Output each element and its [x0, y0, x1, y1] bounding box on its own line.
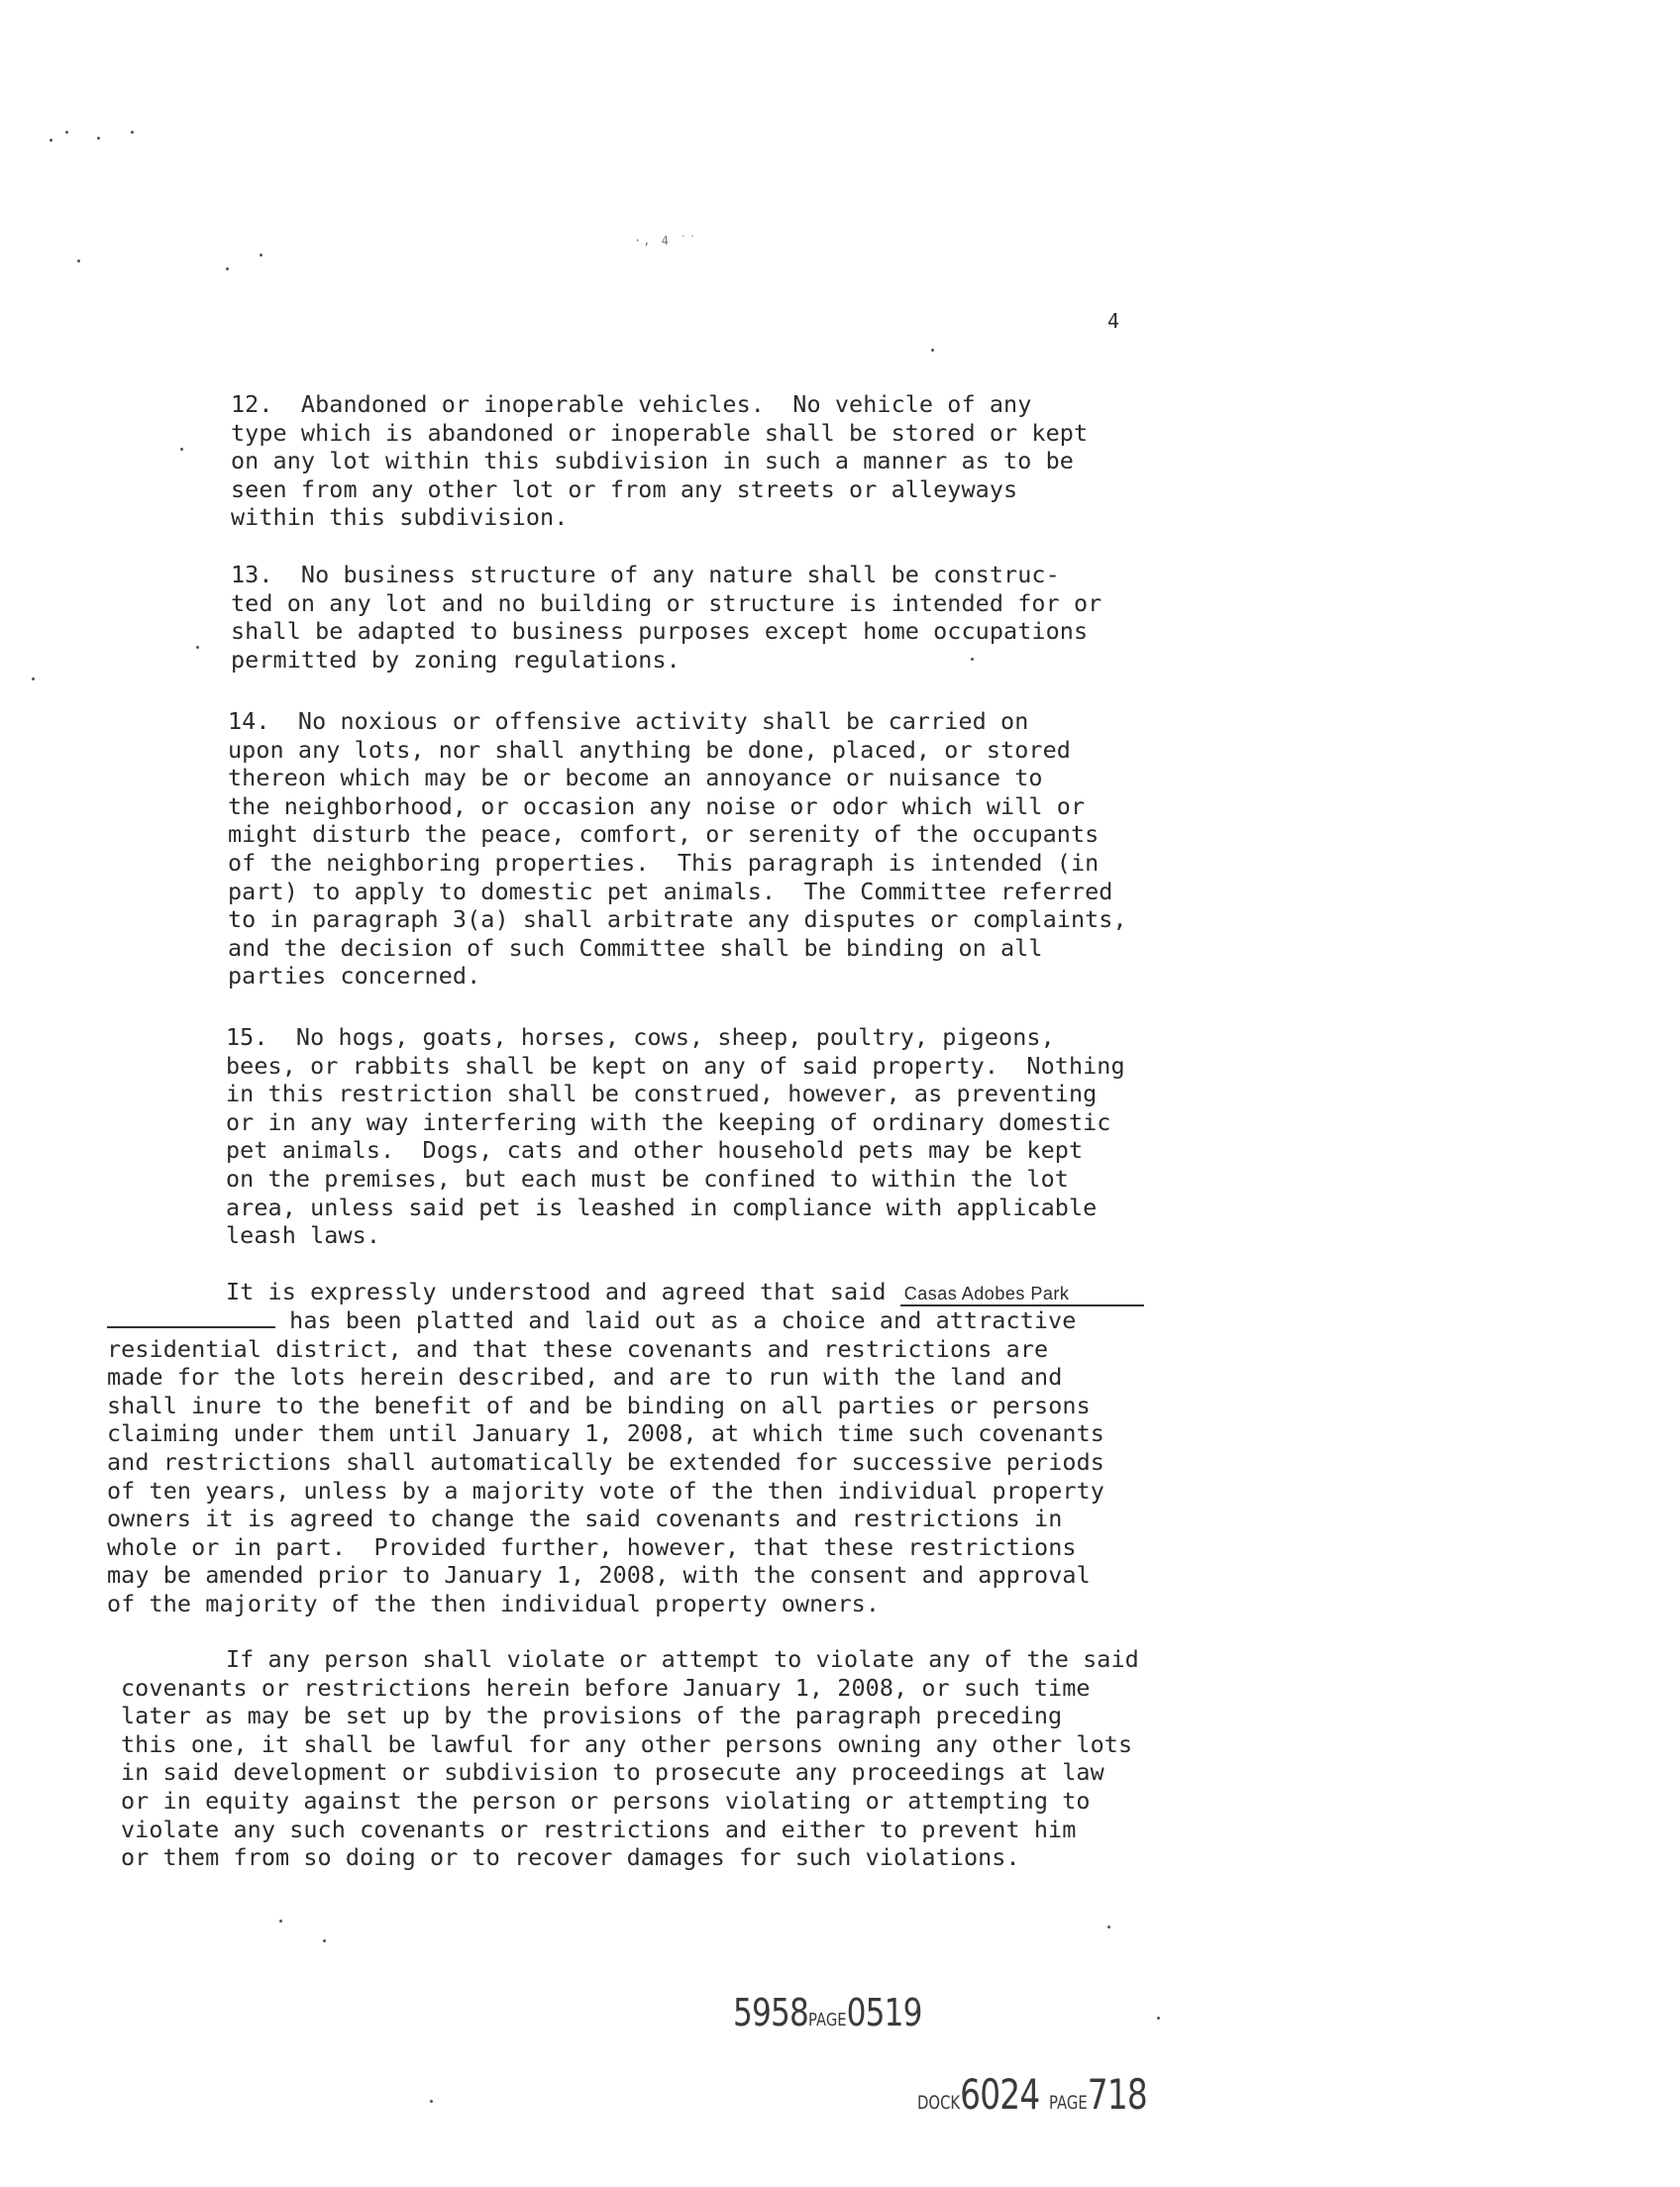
docket-number: 5958	[733, 1991, 809, 2034]
scan-speck	[196, 646, 199, 649]
paragraph-15: 15. No hogs, goats, horses, cows, sheep, poultry, pigeons, bees, or rabbits shall be kept on any of said property. Nothing in this restriction shall be construed, however, as preventing or in any way interfering with the keeping of ordinary domestic pet animals. Dogs, cats and other household pets may be kept on the premises, but each must be confined to within the lot area, unless said pet is leashed in compliance with applicable leash laws.	[226, 1023, 1125, 1250]
scan-speck	[226, 267, 229, 270]
page-stamp-number: 718	[1087, 2070, 1147, 2119]
page-number: 4	[1107, 309, 1120, 333]
recording-stamp-2	[917, 2070, 1147, 2119]
docket-label: DOCK	[917, 2092, 961, 2114]
paragraph-continuation: has been platted and laid out as a choice and attractive	[275, 1306, 1077, 1334]
scan-speck	[323, 1939, 326, 1942]
recording-stamp-1	[733, 1991, 922, 2034]
scan-speck	[65, 131, 68, 134]
page-label: PAGE	[1049, 2092, 1088, 2114]
scan-speck	[1107, 1926, 1110, 1928]
scan-speck	[32, 677, 35, 680]
page-label: PAGE	[808, 2010, 847, 2031]
scan-speck	[77, 260, 80, 262]
paragraph-13: 13. No business structure of any nature shall be construc- ted on any lot and no building or structure is intended for or shall be adapted to business purposes except home occupations permitted by zoning regulations.	[231, 561, 1102, 674]
scan-speck	[1157, 2017, 1160, 2020]
docket-number: 6024	[960, 2070, 1040, 2119]
scan-speck	[260, 254, 262, 257]
scan-speck	[931, 349, 934, 352]
scan-speck	[279, 1920, 282, 1923]
paragraph-12: 12. Abandoned or inoperable vehicles. No vehicle of any type which is abandoned or inoperable shall be stored or kept on any lot within this subdivision in such a manner as to be seen from any other lot or from any streets or alleyways within this subdivision.	[231, 390, 1089, 532]
paragraph-lead-text: It is expressly understood and agreed that said	[226, 1278, 900, 1305]
scan-speck	[430, 2100, 433, 2103]
scan-marks: ·, 4 ˙˙	[634, 234, 698, 248]
blank-fill-line	[107, 1308, 275, 1328]
page-stamp-number: 0519	[846, 1991, 922, 2034]
paragraph-covenant-duration	[107, 1278, 1144, 1618]
scan-speck	[50, 139, 52, 142]
scan-speck	[131, 131, 134, 134]
paragraph-14: 14. No noxious or offensive activity shall be carried on upon any lots, nor shall anything be done, placed, or stored thereon which may be or become an annoyance or nuisance to the neighborhood, or occasion any noise or odor which will or might disturb the peace, comfort, or serenity of the occupants of the neighboring properties. This paragraph is intended (in part) to apply to domestic pet animals. The Committee referred to in paragraph 3(a) shall arbitrate any disputes or complaints, and the decision of such Committee shall be binding on all parties concerned.	[228, 707, 1127, 990]
paragraph-enforcement	[121, 1645, 1139, 1872]
subdivision-name-field: Casas Adobes Park	[900, 1283, 1144, 1306]
paragraph-body: If any person shall violate or attempt to violate any of the said covenants or restrictions herein before January 1, 2008, or such time later as may be set up by the provisions of the paragraph preceding this one, it shall be lawful for any other persons owning any other lots in said development or subdivision to prosecute any proceedings at law or in equity against the person or persons violating or attempting to violate any such covenants or restrictions and either to prevent him or them from so doing or to recover damages for such violations.	[121, 1645, 1139, 1872]
scan-speck	[180, 448, 183, 451]
scan-speck	[97, 137, 100, 140]
paragraph-body: residential district, and that these covenants and restrictions are made for the lots herein described, and are to run with the land and shall inure to the benefit of and be binding on all parties or persons claiming under them until January 1, 2008, at which time such covenants and restrictions shall automatically be extended for successive periods of ten years, unless by a majority vote of the then individual property owners it is agreed to change the said covenants and restrictions in whole or in part. Provided further, however, that these restrictions may be amended prior to January 1, 2008, with the consent and approval of the majority of the then individual property owners.	[107, 1334, 1104, 1617]
